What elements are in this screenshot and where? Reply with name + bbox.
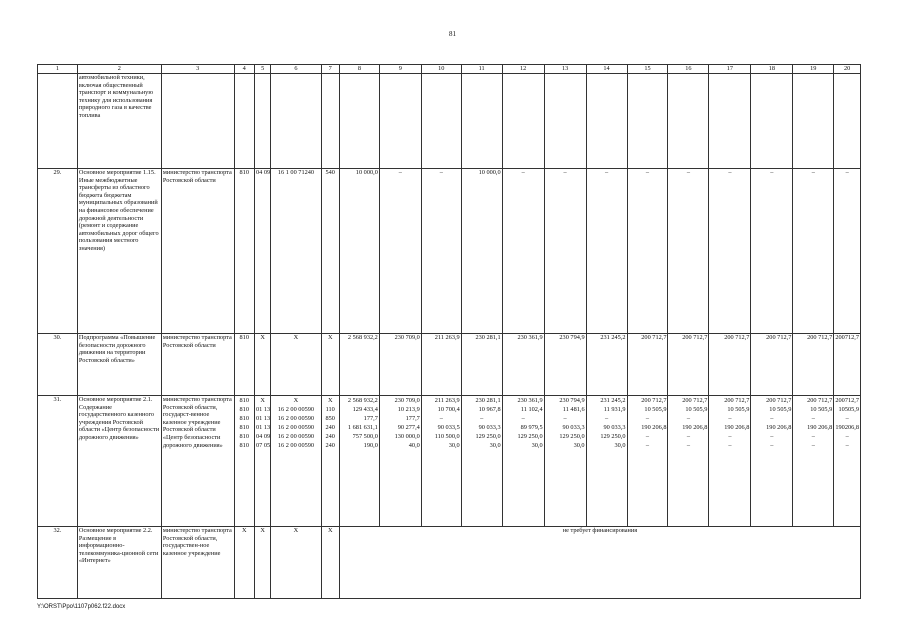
sub-line: 200 712,7 [641,397,667,404]
budget-table [37,64,861,599]
amount-cell [502,396,544,527]
amount-cell: – [627,169,668,334]
amount-cell: – [421,169,461,334]
sub-line: 129 250,0 [517,433,543,440]
amount-cell [421,396,461,527]
amount-cell [544,396,586,527]
row-number: 31. [38,396,78,527]
sub-line: – [770,433,774,440]
sub-line: 129 433,4 [352,406,378,413]
sub-line: X [260,397,265,404]
sub-line: 11 102,4 [520,406,543,413]
amount-cell: – [709,169,751,334]
sub-line: X [327,397,333,404]
sub-line: 190 206,8 [682,424,708,431]
header-cell: 3 [161,65,234,74]
sub-line: 130 000,0 [394,433,420,440]
sub-line: – [686,442,691,449]
sub-line: 16 2 00 00590 [277,433,315,440]
header-cell: 19 [793,65,834,74]
sub-line: 10 505,9 [727,406,750,413]
sub-line: 30,0 [531,442,543,449]
sub-line: 190,0 [363,442,378,449]
amount-cell [379,396,421,527]
amount-cell [709,396,751,527]
sub-line: 230 794,9 [559,397,585,404]
amount-cell: 200 712,7 [793,334,834,396]
sub-line: 40,0 [408,442,420,449]
sub-line: – [645,433,650,440]
sub-line: 810 [239,433,249,440]
amount-cell [793,396,834,527]
header-cell: 16 [668,65,709,74]
sub-line: 90 033,3 [562,424,585,431]
sub-line: X [293,397,299,404]
header-cell: 11 [461,65,502,74]
header-cell: 15 [627,65,668,74]
section-code: X [254,334,270,396]
amount-cell: – [544,169,586,334]
header-cell: 1 [38,65,78,74]
sub-line: 129 250,0 [600,433,626,440]
sub-line: – [728,442,732,449]
sub-line: 200 712,7 [682,397,708,404]
row-number: 30. [38,334,78,396]
sub-line: 16 2 00 00590 [277,442,315,449]
executor-name: министерство транспорта Ростовской области, государст-венное казенное учреждение Ростовской области «Центр безопасности дорожного движения» [161,396,234,527]
sub-line: – [811,442,815,449]
header-cell: 12 [502,65,544,74]
amount-cell: 230 709,0 [379,334,421,396]
sub-line: 190 206,8 [766,424,792,431]
header-cell: 10 [421,65,461,74]
header-row [38,65,861,74]
sub-line: – [728,433,732,440]
amount-cell: 200712,7 [834,334,861,396]
amount-cell: – [586,169,627,334]
ministry-code: 810 [234,334,254,396]
sub-line: 200 712,7 [724,397,750,404]
sub-line: 10 505,9 [810,406,833,413]
sub-line: – [563,415,567,422]
sub-line: 810 [239,415,249,422]
sub-line: 1 681 631,1 [347,424,378,431]
executor-name: министерство транспорта Ростовской области [161,169,234,334]
header-cell: 8 [339,65,379,74]
sub-line: 30,0 [489,442,501,449]
sub-line: 230 709,0 [394,397,420,404]
amount-cell: 200 712,7 [709,334,751,396]
sub-line: 211 263,9 [434,397,460,404]
sub-line: – [845,415,849,422]
sub-line: 01 13 [255,406,271,413]
sub-line: 200 712,7 [807,397,833,404]
sub-line: 01 13 [255,424,271,431]
row-number: 29. [38,169,78,334]
sub-line: 10505,9 [838,406,859,413]
header-cell: 6 [271,65,321,74]
amount-cell: 10 000,0 [461,169,502,334]
sub-line: 177,7 [363,415,378,422]
sub-line: – [770,442,774,449]
expense-code [321,396,339,527]
sub-line: – [521,415,525,422]
sub-line: 810 [239,406,249,413]
target-code: X [271,527,321,599]
expense-code: X [321,334,339,396]
row-number: 32. [38,527,78,599]
table-row [38,396,861,527]
measure-name: Основное мероприятие 2.2. Размещение в информационно-телекоммуника-ционной сети «Интернет» [77,527,161,599]
sub-line: 757 500,0 [352,433,378,440]
header-cell: 4 [234,65,254,74]
sub-line: 30,0 [614,442,626,449]
sub-line: 129 250,0 [475,433,501,440]
amount-cell: 200 712,7 [751,334,793,396]
amount-cell: – [751,169,793,334]
amount-cell: 200 712,7 [668,334,709,396]
section-code: 04 09 [254,169,270,334]
sub-line: 10 700,4 [437,406,460,413]
sub-line: – [480,415,484,422]
sub-line: 240 [325,433,335,440]
sub-line: 01 13 [255,415,271,422]
sub-line: 200 712,7 [766,397,792,404]
sub-line: 10 505,9 [769,406,792,413]
header-cell: 7 [321,65,339,74]
sub-line: 850 [325,415,335,422]
sub-line: 90 277,4 [397,424,420,431]
header-cell: 9 [379,65,421,74]
amount-cell [339,396,379,527]
sub-line: 16 2 00 00590 [277,406,315,413]
sub-line: 129 250,0 [559,433,585,440]
table-row-continued [38,74,861,169]
amount-cell: 200 712,7 [627,334,668,396]
sub-line: 240 [325,424,335,431]
sub-line: – [686,433,691,440]
sub-line: – [439,415,443,422]
sub-line: 30,0 [573,442,585,449]
header-cell: 2 [77,65,161,74]
header-cell: 20 [834,65,861,74]
target-code: X [271,334,321,396]
sub-line: 190 206,8 [807,424,833,431]
sub-line: – [645,442,650,449]
sub-line: – [645,415,650,422]
sub-line: 177,7 [405,415,420,422]
sub-line: 10 967,8 [478,406,501,413]
expense-code: 540 [321,169,339,334]
amount-cell [834,396,861,527]
sub-line: 190 206,8 [641,424,667,431]
sub-line: 04 09 [255,433,271,440]
sub-line: 90 033,3 [478,424,501,431]
sub-line: 810 [239,442,249,449]
table-row [38,334,861,396]
sub-line: – [770,415,774,422]
sub-line: 90 033,5 [437,424,460,431]
sub-line: 2 568 932,2 [347,397,378,404]
table-row [38,169,861,334]
section-code [254,396,270,527]
amount-cell [586,396,627,527]
sub-line: 810 [239,397,249,404]
target-code: 16 1 00 71240 [271,169,321,334]
sub-line: – [604,415,609,422]
file-path: Y:\ORST\Ppo\1107p062.f22.docx [37,604,126,610]
amount-cell: 2 568 932,2 [339,334,379,396]
sub-line: – [728,415,732,422]
amount-cell: – [379,169,421,334]
sub-line: 110 [325,406,335,413]
sub-line: – [686,415,691,422]
sub-line: 11 481,6 [562,406,585,413]
expense-code: X [321,527,339,599]
ministry-code: 810 [234,169,254,334]
sub-line: 16 2 00 00590 [277,415,315,422]
amount-cell: 10 000,0 [339,169,379,334]
sub-line: 11 931,9 [603,406,626,413]
header-cell: 13 [544,65,586,74]
measure-name: Основное мероприятие 2.1. Содержание государственного казенного учреждения Ростовской области «Центр безопасности дорожного движения» [77,396,161,527]
page-number: 81 [449,30,456,38]
sub-line: 230 281,1 [475,397,501,404]
amount-cell: – [502,169,544,334]
sub-line: – [811,415,815,422]
sub-line: 200712,7 [835,397,859,404]
amount-cell [461,396,502,527]
sub-line: 190206,8 [835,424,859,431]
executor-name: министерство транспорта Ростовской области [161,334,234,396]
sub-line: 110 500,0 [434,433,460,440]
header-cell: 17 [709,65,751,74]
amount-cell: 230 281,1 [461,334,502,396]
table-row [38,527,861,599]
row-number [38,74,78,169]
executor-name: министерство транспорта Ростовской области, государствен-ное казенное учреждение [161,527,234,599]
header-cell: 18 [751,65,793,74]
sub-line: – [811,433,815,440]
header-cell: 14 [586,65,627,74]
sub-line: 240 [325,442,335,449]
section-code: X [254,527,270,599]
amount-cell: 230 361,9 [502,334,544,396]
sub-line: – [845,433,849,440]
amount-cell: – [834,169,861,334]
sub-line: – [845,442,849,449]
sub-line: 10 505,9 [644,406,667,413]
amount-cell: 231 245,2 [586,334,627,396]
sub-line: 810 [239,424,249,431]
funding-note: не требует финансирования [339,527,860,599]
target-code [271,396,321,527]
sub-line: 230 361,9 [517,397,543,404]
measure-name: автомобильной техники, включая общественный транспорт и коммунальную технику для использования природного газа в качестве топлива [77,74,161,169]
measure-name: Подпрограмма «Повышение безопасности дорожного движения на территории Ростовской области» [77,334,161,396]
amount-cell: 230 794,9 [544,334,586,396]
sub-line: 190 206,8 [724,424,750,431]
header-cell: 5 [254,65,270,74]
sub-line: 10 213,9 [397,406,420,413]
sub-line: 231 245,2 [600,397,626,404]
sub-line: 90 033,3 [603,424,626,431]
amount-cell: – [793,169,834,334]
amount-cell [668,396,709,527]
amount-cell: 211 263,9 [421,334,461,396]
sub-line: 30,0 [448,442,460,449]
ministry-code [234,396,254,527]
amount-cell [627,396,668,527]
sub-line: 10 505,9 [685,406,708,413]
measure-name: Основное мероприятие 1.15. Иные межбюджетные трансферты из областного бюджета бюджетам муниципальных образований на финансовое обеспечение дорожной деятельности (ремонт и содержание автомобильных дорог общего пользования местного значения) [77,169,161,334]
amount-cell [751,396,793,527]
sub-line: 16 2 00 00590 [277,424,315,431]
sub-line: 89 979,5 [520,424,543,431]
ministry-code: X [234,527,254,599]
amount-cell: – [668,169,709,334]
sub-line: 07 05 [255,442,271,449]
